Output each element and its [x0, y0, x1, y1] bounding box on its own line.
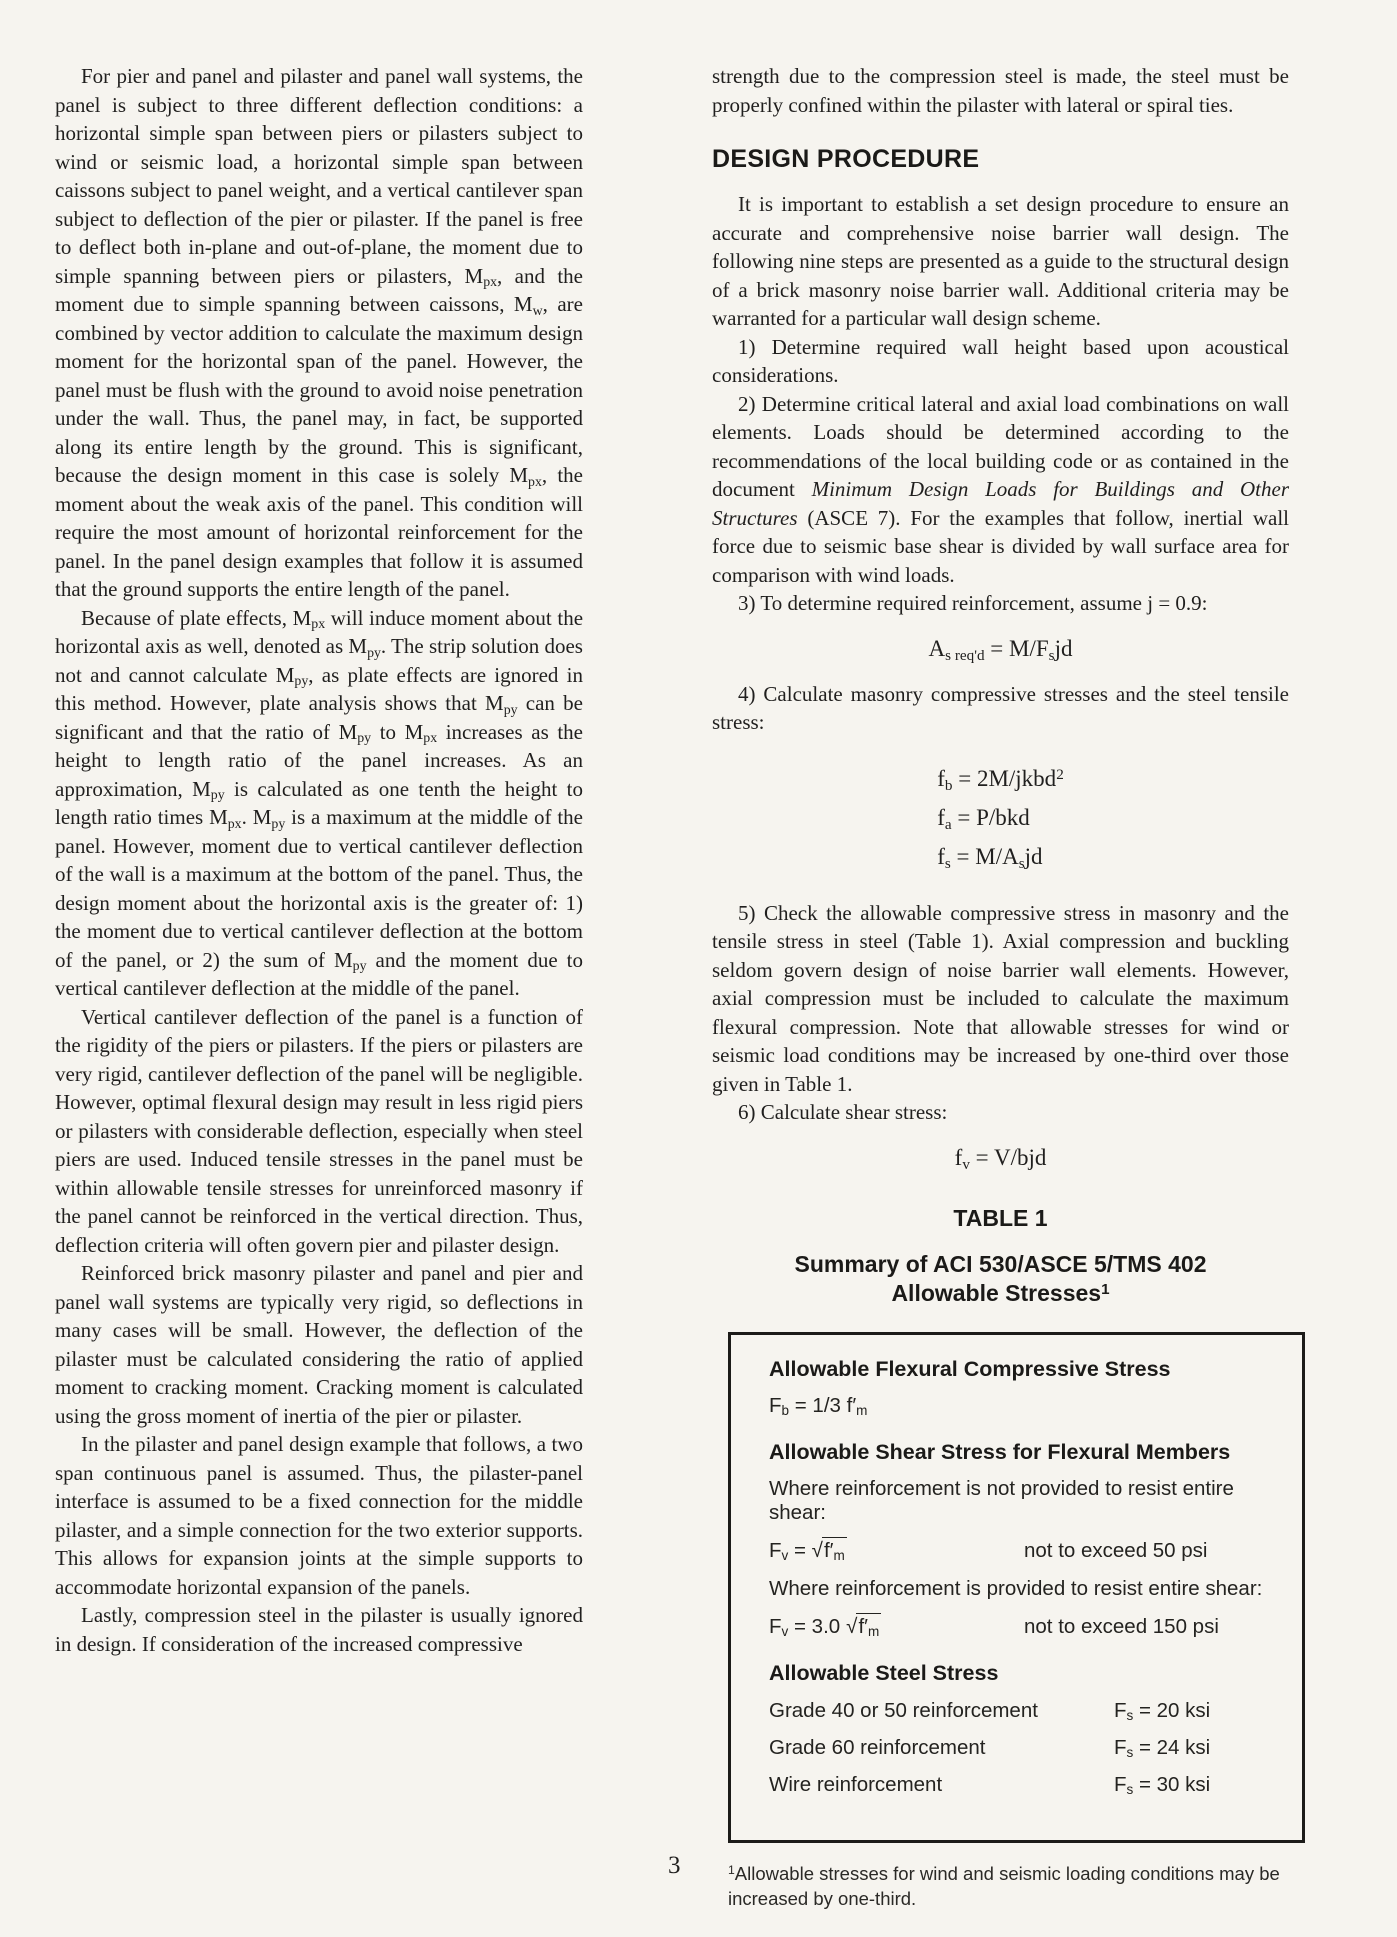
- formula-as-required: $A_{s req'd} = M/F_sjd$: [928, 635, 1073, 664]
- steel-label: Grade 40 or 50 reinforcement: [769, 1698, 1038, 1722]
- radical-sign: √: [846, 1614, 858, 1638]
- shear-formula-1: $F_v = √f'_m$: [769, 1538, 845, 1564]
- steel-stress-heading: Allowable Steel Stress: [769, 1660, 999, 1685]
- paragraph-procedure-intro: It is important to establish a set design procedure to ensure an accurate and comprehensive noise barrier wall design. The following nine steps are presented as a guide to the structural design of a brick masonry noise barrier wall. Additional criteria may be warranted for a particular wall design scheme.: [712, 192, 1289, 330]
- step-6: 6) Calculate shear stress:: [738, 1100, 948, 1124]
- steel-label: Grade 60 reinforcement: [769, 1735, 986, 1759]
- step-4: 4) Calculate masonry compressive stresses and the steel tensile stress:: [712, 681, 1289, 734]
- steel-value: $F_s = 30$ ksi: [1114, 1772, 1211, 1798]
- shear-stress-heading: Allowable Shear Stress for Flexural Members: [769, 1439, 1231, 1464]
- step-2-text-after: (ASCE 7). For the examples that follow, inertial wall force due to seismic base shear is divided by wall surface area for comparison with wind loads.: [712, 505, 1289, 587]
- formula-group-stresses: [712, 753, 1289, 883]
- document-title-italic: Minimum Design Loads for Buildings and Other Structures: [712, 477, 1289, 530]
- shear-condition-1: Where reinforcement is not provided to resist entire shear:: [769, 1476, 1234, 1524]
- steel-label: Wire reinforcement: [769, 1772, 943, 1796]
- page-number: 3: [668, 1852, 681, 1879]
- shear-formula-row-1: [769, 1539, 1278, 1563]
- formula-fa: $f_a = P/bkd$: [937, 804, 1030, 833]
- formula-fb: $f_b$ = 2M/jkbd$^2$: [937, 765, 1064, 794]
- paragraph-design-example: In the pilaster and panel design example that follows, a two span continuous panel is assumed. Thus, the pilaster-panel interface is assumed to be a fixed connection for the middle pilaster, and a simple connection for the two exterior supports. This allows for expansion joints at the simple supports to accommodate horizontal expansion of the panels.: [55, 1432, 583, 1599]
- design-procedure-heading: DESIGN PROCEDURE: [712, 145, 980, 173]
- radical-sign: √: [811, 1538, 823, 1562]
- shear-formula-row-2: [769, 1615, 1278, 1639]
- step-3: 3) To determine required reinforcement, assume j = 0.9:: [738, 591, 1208, 615]
- shear-limit-1: not to exceed 50 psi: [1024, 1538, 1208, 1562]
- shear-limit-2: not to exceed 150 psi: [1024, 1614, 1219, 1638]
- paragraph-continuation: strength due to the compression steel is made, the steel must be properly confined within the pilaster with lateral or spiral ties.: [712, 64, 1289, 117]
- steel-row-grade40: [769, 1699, 1278, 1723]
- left-column: [55, 62, 583, 1658]
- table-title: TABLE 1: [953, 1204, 1048, 1231]
- step-5: 5) Check the allowable compressive stress in masonry and the tensile stress in steel (Table 1). Axial compression and buckling seldom govern design of noise barrier wall elements. However, axial compression must be included to calculate the maximum flexural compression. Note that allowable stresses for wind or seismic load conditions may be increased by one-third over those given in Table 1.: [712, 900, 1289, 1096]
- paragraph-cantilever-deflection: Vertical cantilever deflection of the panel is a function of the rigidity of the piers or pilasters. If the piers or pilasters are very rigid, cantilever deflection of the panel will be negligible. However, optimal flexural design may result in less rigid piers or pilasters with considerable deflection, especially when steel piers are used. Induced tensile stresses in the panel must be within allowable tensile stresses for unreinforced masonry if the panel cannot be reinforced in the vertical direction. Thus, deflection criteria will often govern pier and pilaster design.: [55, 1004, 583, 1257]
- steel-value: $F_s = 24$ ksi: [1114, 1735, 1211, 1761]
- shear-formula-2: $F_v = 3.0$ $√f'_m$: [769, 1614, 880, 1640]
- steel-row-grade60: [769, 1736, 1278, 1760]
- steel-row-wire: [769, 1773, 1278, 1797]
- shear-condition-2: Where reinforcement is provided to resist entire shear:: [769, 1576, 1263, 1600]
- step-2: [712, 390, 1289, 590]
- table-footnote: $^1$Allowable stresses for wind and seismic loading conditions may be increased by one-third.: [728, 1862, 1280, 1909]
- step-1: 1) Determine required wall height based upon acoustical considerations.: [712, 334, 1289, 387]
- table-subtitle: Summary of ACI 530/ASCE 5/TMS 402 Allowable Stresses$^1$: [794, 1250, 1207, 1306]
- paragraph-compression-steel: Lastly, compression steel in the pilaster is usually ignored in design. If consideration of the increased compressive: [55, 1603, 583, 1656]
- flexural-stress-formula: $F_b = 1/3$ $f'_m$: [769, 1393, 868, 1419]
- paragraph-pier-panel-systems: For pier and panel and pilaster and panel wall systems, the panel is subject to three different deflection conditions: a horizontal simple span between piers or pilasters subject to wind or seismic load, a horizontal simple span between caissons subject to panel weight, and a vertical cantilever span subject to deflection of the pier or pilaster. If the panel is free to deflect both in-plane and out-of-plane, the moment due to simple spanning between piers or pilasters, $M_{px}$, and the moment due to simple spanning between caissons, $M_w$, are combined by vector addition to calculate the maximum design moment for the horizontal span of the panel. However, the panel must be flush with the ground to avoid noise penetration under the wall. Thus, the panel may, in fact, be supported along its entire length by the ground. This is significant, because the design moment in this case is solely $M_{px}$, the moment about the weak axis of the panel. This condition will require the most amount of horizontal reinforcement for the panel. In the panel design examples that follow it is assumed that the ground supports the entire length of the panel.: [55, 64, 583, 601]
- right-column: [712, 62, 1289, 1911]
- paragraph-plate-effects: Because of plate effects, $M_{px}$ will induce moment about the horizontal axis as well, denoted as $M_{py}$. The strip solution does not and cannot calculate $M_{py}$, as plate effects are ignored in this method. However, plate analysis shows that $M_{py}$ can be significant and that the ratio of $M_{py}$ to $M_{px}$ increases as the height to length ratio of the panel increases. As an approximation, $M_{py}$ is calculated as one tenth the height to length ratio times $M_{px}$. $M_{py}$ is a maximum at the middle of the panel. However, moment due to vertical cantilever deflection of the wall is a maximum at the bottom of the panel. Thus, the design moment about the horizontal axis is the greater of: 1) the moment due to vertical cantilever deflection at the bottom of the panel, or 2) the sum of $M_{py}$ and the moment due to vertical cantilever deflection at the middle of the panel.: [55, 605, 584, 1000]
- paragraph-reinforced-masonry: Reinforced brick masonry pilaster and panel and pier and panel wall systems are typically very rigid, so deflections in many cases will be small. However, the deflection of the pilaster must be calculated considering the ratio of applied moment to cracking moment. Cracking moment is calculated using the gross moment of inertia of the pier or pilaster.: [55, 1261, 583, 1428]
- allowable-stresses-table: [728, 1332, 1305, 1843]
- step-2-text: 2) Determine critical lateral and axial load combinations on wall elements. Loads should be determined according to the recommendations of the local building code or as contained in the document: [712, 391, 1289, 501]
- formula-fs: $f_s = M/A_sjd$: [937, 843, 1043, 872]
- flexural-stress-heading: Allowable Flexural Compressive Stress: [769, 1356, 1171, 1381]
- steel-value: $F_s = 20$ ksi: [1114, 1698, 1211, 1724]
- formula-fv: $f_v = V/bjd$: [954, 1144, 1047, 1173]
